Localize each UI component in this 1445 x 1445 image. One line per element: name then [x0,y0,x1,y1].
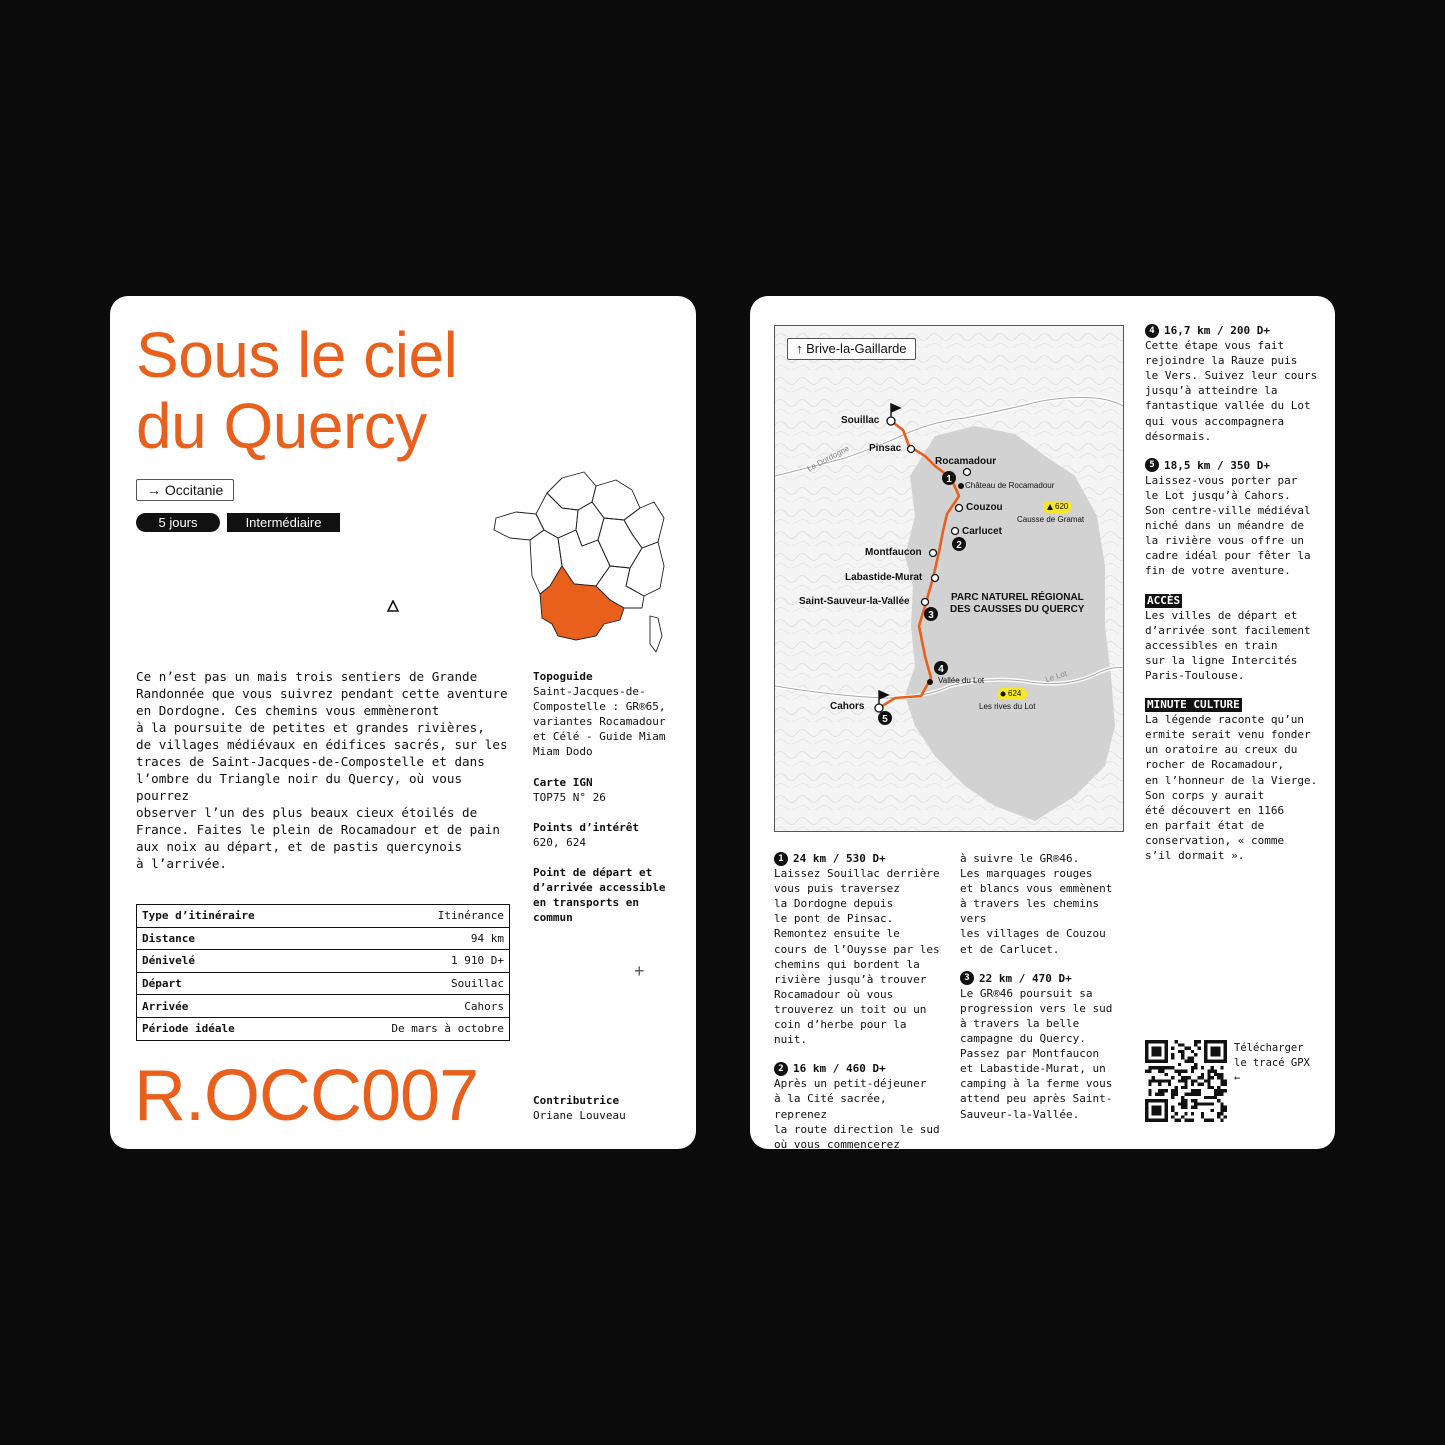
table-row [137,927,510,950]
topoguide-value: Saint-Jacques-de- Compostelle : GR®65, variantes Rocamadour et Célé - Guide Miam Miam Dodo [533,685,666,758]
svg-text:2: 2 [956,540,962,551]
topoguide-block [533,669,683,759]
step-number: 3 [960,971,974,985]
culture-body: La légende raconte qu’un ermite serait venu fonder un oratoire au creux du rocher de Rocamadour, en l’honneur de la Vierge. Son corps y aurait été découvert en 1166 en parfait état de conservation, « comme s’il dormait ». [1145,713,1318,862]
route-description: Ce n’est pas un mais trois sentiers de Grande Randonnée que vous suivrez pendant cette aventure en Dordogne. Ces chemins vous emmèneront à la poursuite de petites et grandes rivières, de villages médiévaux en édifices sacrés, sur les traces de Saint-Jacques-de-Compostelle et dans l’ombre du Triangle noir du Quercy, où vous pourrez observer l’un des plus beaux cieux étoilés de France. Faites le plein de Rocamadour et de pain aux noix au départ, et de pastis quercynois à l’arrivée. [136,669,508,871]
step-distance: 18,5 km / 350 D+ [1164,458,1270,472]
title-line-2: du Quercy [136,390,427,462]
title-line-1: Sous le ciel [136,319,458,391]
step-heading [960,971,1130,986]
route-map[interactable] [774,325,1124,832]
plus-icon: + [634,961,645,981]
topoguide-label: Topoguide [533,670,593,683]
river-label: Le Lot [1044,668,1069,685]
acces-body: Les villes de départ et d’arrivée sont facilement accessibles en train sur la ligne Intercités Paris-Toulouse. [1145,608,1311,682]
row-key: Distance [137,927,324,950]
steps-column-1 [774,851,946,1149]
step-number: 2 [774,1062,788,1076]
row-value: Souillac [323,972,510,995]
row-key: Type d’itinéraire [137,905,324,928]
step-heading [1145,323,1325,338]
step-heading [774,1061,946,1076]
step-distance: 16 km / 460 D+ [793,1062,886,1076]
route-card-back [750,296,1335,1149]
table-row [137,995,510,1018]
place-label: Montfaucon [865,547,922,558]
france-region-map [492,468,672,668]
poi-badge: 624 [1008,689,1022,698]
place-label: Souillac [841,415,880,426]
place-label: Château de Rocamadour [965,481,1055,490]
contributor-block [533,1093,683,1123]
contributor-label: Contributrice [533,1094,620,1107]
transport-block [533,865,683,925]
culture-label: MINUTE CULTURE [1147,698,1240,712]
place-label: Causse de Gramat [1017,515,1085,524]
step-number: 1 [774,852,788,866]
region-tag[interactable]: → Occitanie [136,479,234,501]
row-value: 1 910 D+ [323,950,510,973]
place-label: Les rives du Lot [979,702,1036,711]
step-heading [774,851,946,866]
place-label: Carlucet [962,526,1003,537]
row-key: Départ [137,972,324,995]
place-label: Rocamadour [935,456,997,467]
row-value: Cahors [323,995,510,1018]
step-body: Le GR®46 poursuit sa progression vers le sud à travers la belle campagne du Quercy. Passez par Montfaucon et Labastide-Murat, un camping à la ferme vous attend peu après Saint- Sauveur-la-Vallée. [960,986,1113,1121]
step-distance: 24 km / 530 D+ [793,852,886,865]
poi-badge: 620 [1055,502,1069,511]
occitanie-region [540,566,624,640]
row-key: Période idéale [142,1022,235,1036]
park-label: PARC NATUREL RÉGIONAL [951,592,1084,603]
poi-value: 620, 624 [533,836,586,849]
place-label: Saint-Sauveur-la-Vallée [799,596,910,607]
poi-label: Points d’intérêt [533,821,639,834]
step-body-cont: à suivre le GR®46. Les marquages rouges et blancs vous emmènent à travers les chemins vers les villages de Couzou et de Carlucet. [960,852,1113,956]
river-label: La Dordogne [805,443,851,474]
route-card-front [110,296,696,1149]
table-row [137,950,510,973]
map-labels [775,326,1123,831]
svg-text:1: 1 [946,474,952,485]
step-body: Cette étape vous fait rejoindre la Rauze puis le Vers. Suivez leur cours jusqu’à atteindre la fantastique vallée du Lot qui vous accompagnera désormais. [1145,339,1318,443]
svg-text:3: 3 [928,610,934,621]
qr-code-icon[interactable] [1145,1040,1227,1122]
svg-text:5: 5 [882,714,888,725]
route-code: R.OCC007 [134,1056,479,1136]
route-info-table [136,904,510,1041]
table-row [137,1017,510,1040]
place-label: Pinsac [869,443,902,454]
svg-text:4: 4 [938,664,944,675]
place-label: Couzou [966,502,1003,513]
table-row [137,905,510,928]
carte-label: Carte IGN [533,776,593,789]
step-distance: 22 km / 470 D+ [979,971,1072,985]
place-label: Cahors [830,701,865,712]
route-title [136,320,457,462]
step-distance: 16,7 km / 200 D+ [1164,324,1270,337]
transport-label: Point de départ et d’arrivée accessible en transports en commun [533,866,666,924]
summit-icon [387,600,399,612]
level-badge: Intermédiaire [227,513,340,532]
step-heading [1145,458,1325,473]
direction-label: ↑ Brive-la-Gaillarde [787,338,916,360]
place-label: Labastide-Murat [845,572,923,583]
table-row [137,972,510,995]
steps-column-2 [960,851,1130,1136]
row-key: Arrivée [137,995,324,1018]
poi-block [533,820,683,850]
step-body: Après un petit-déjeuner à la Cité sacrée, reprenez la route direction le sud où vous commencerez [774,1077,940,1149]
gpx-download-link[interactable]: Télécharger le tracé GPX ← [1234,1042,1310,1084]
step-number: 5 [1145,458,1159,472]
contributor-name: Oriane Louveau [533,1109,626,1122]
steps-column-3 [1145,323,1325,877]
row-key: Dénivelé [137,950,324,973]
carte-value: TOP75 N° 26 [533,791,606,804]
step-number: 4 [1145,324,1159,338]
step-body: Laissez Souillac derrière vous puis traversez la Dordogne depuis le pont de Pinsac. Remontez ensuite le cours de l’Ouysse par les chemins qui bordent la rivière jusqu’à trouver Rocamadour où vous trouverez un toit ou un coin d’herbe pour la nuit. [774,867,940,1047]
row-value: De mars à octobre [391,1022,504,1036]
duration-badge: 5 jours [136,513,220,532]
row-value: 94 km [323,927,510,950]
row-value: Itinérance [323,905,510,928]
acces-label: ACCÈS [1147,593,1181,607]
park-label: DES CAUSSES DU QUERCY [950,604,1085,615]
step-body: Laissez-vous porter par le Lot jusqu’à Cahors. Son centre-ville médiéval niché dans un méandre de la rivière vous offre un cadre idéal pour fêter la fin de votre aventure. [1145,473,1311,578]
place-label: Vallée du Lot [938,676,985,685]
carte-block [533,775,683,805]
